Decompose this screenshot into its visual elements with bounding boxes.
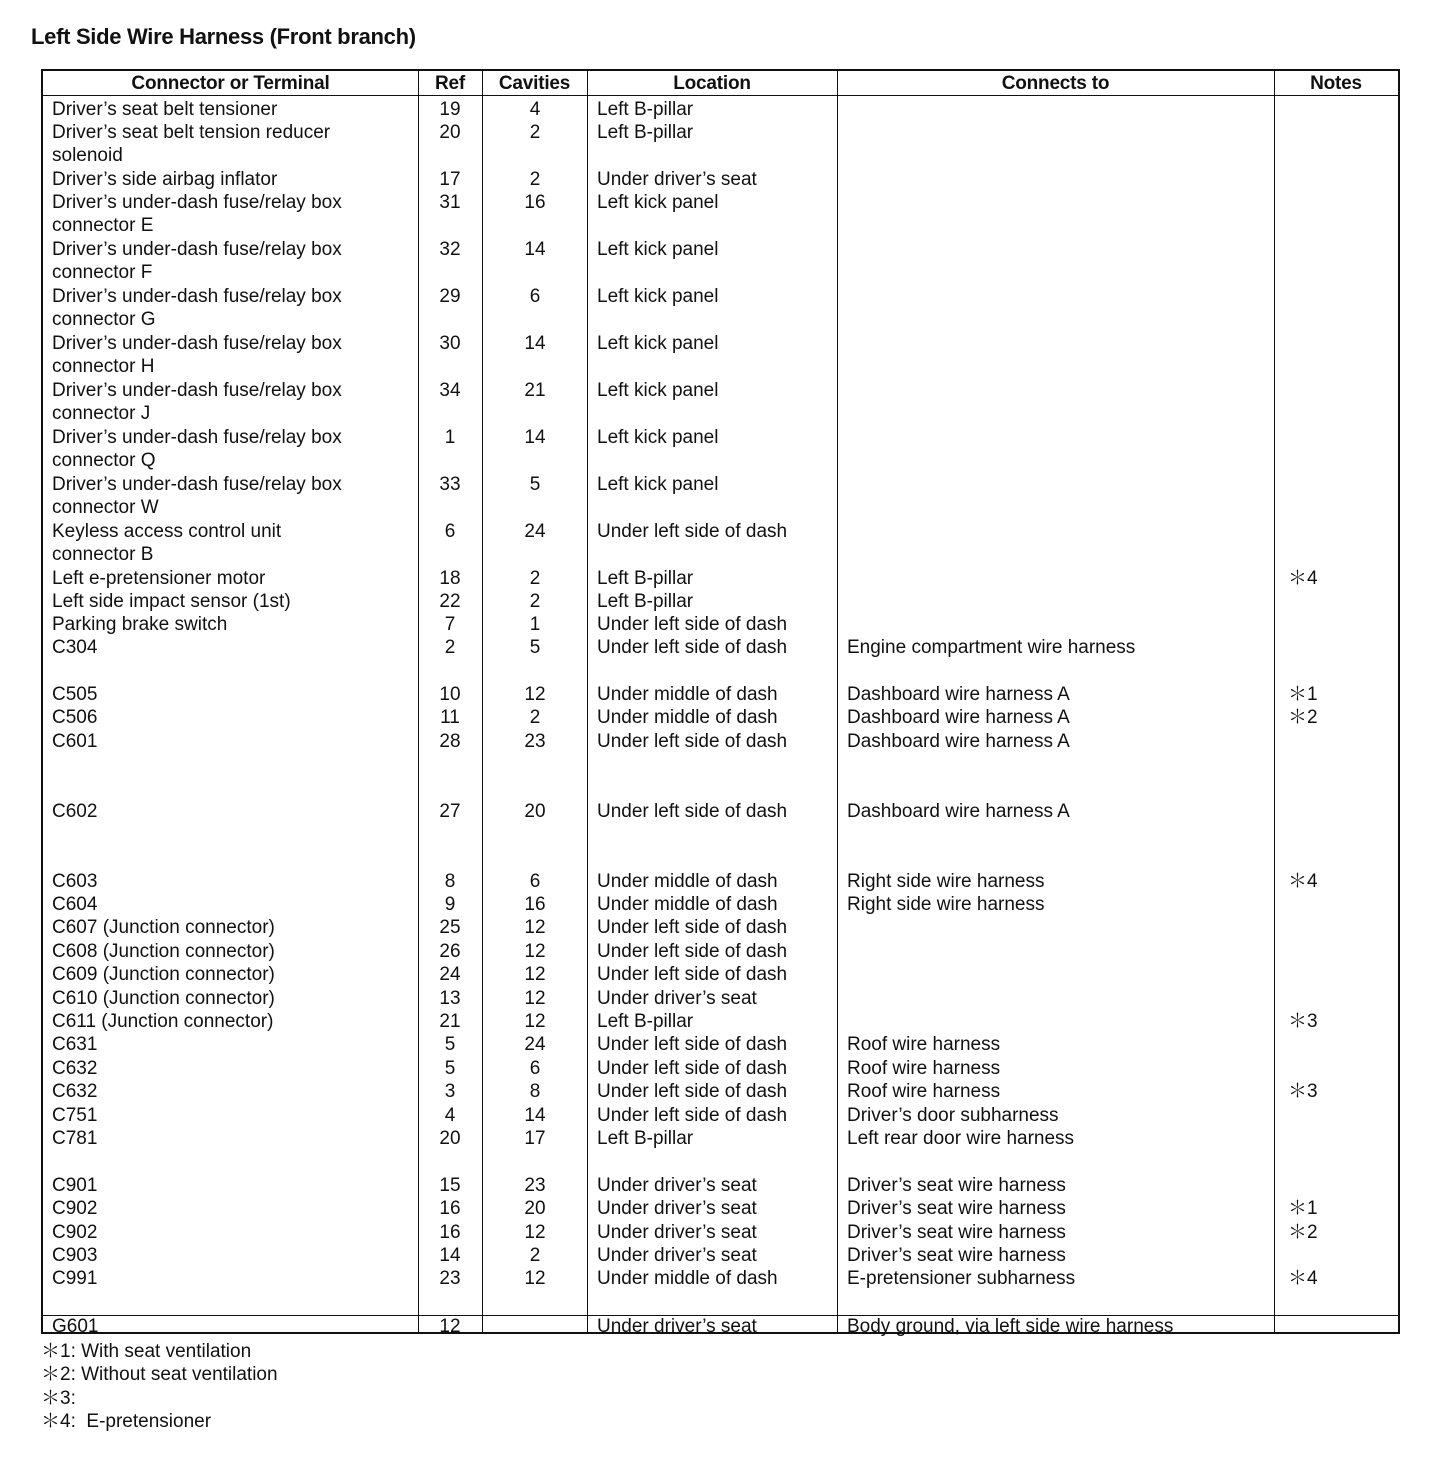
cell-cavities: 23 [524,1175,546,1196]
cell-connects-to: Right side wire harness [847,894,1045,915]
cell-connects-to: Roof wire harness [847,1034,1001,1055]
cell-ref: 16 [439,1198,461,1219]
cell-location: Under left side of dash [597,1034,788,1055]
cell-cavities: 12 [524,684,546,705]
cell-ref: 18 [439,568,461,589]
connector-table [41,69,1400,1337]
cell-cavities: 12 [524,1268,546,1289]
cell-location: Under left side of dash [597,941,788,962]
cell-cavities: 1 [529,614,541,635]
cell-connects-to: Dashboard wire harness A [847,801,1070,822]
cell-location: Left kick panel [597,239,719,260]
cell-ref: 26 [439,941,461,962]
cell-location: Under driver’s seat [597,1222,757,1243]
footnote: ＊1: With seat ventilation [41,1341,252,1362]
column-divider [1274,71,1275,1332]
cell-notes: ＊2 [1288,707,1318,728]
cell-connector: Driver’s under-dash fuse/relay box connector J [52,380,342,425]
cell-location: Under middle of dash [597,1268,778,1289]
cell-ref: 1 [444,427,456,448]
header-notes: Notes [1310,73,1362,94]
cell-connector: Keyless access control unit connector B [52,521,282,566]
cell-connects-to: Driver’s seat wire harness [847,1198,1066,1219]
cell-ref: 32 [439,239,461,260]
cell-connector: Driver’s seat belt tensioner [52,99,278,120]
cell-cavities: 20 [524,801,546,822]
cell-cavities: 12 [524,1222,546,1243]
footnote: ＊3: [41,1387,76,1409]
cell-location: Left B-pillar [597,568,694,589]
cell-ref: 33 [439,474,461,495]
cell-ref: 11 [440,707,460,728]
cell-cavities: 24 [524,521,546,542]
cell-connector: Left side impact sensor (1st) [52,591,291,612]
cell-connector: C505 [52,684,98,705]
cell-location: Under left side of dash [597,637,788,658]
cell-ref: 2 [444,637,456,658]
cell-location: Left B-pillar [597,99,694,120]
cell-connector: C902 [52,1222,98,1243]
cell-ref: 5 [444,1058,456,1079]
cell-ref: 28 [439,731,461,752]
cell-location: Left B-pillar [597,122,694,143]
cell-connector: Driver’s under-dash fuse/relay box connector H [52,333,342,378]
cell-cavities: 20 [524,1198,546,1219]
cell-cavities: 2 [529,122,541,143]
cell-connects-to: Left rear door wire harness [847,1128,1075,1149]
cell-connector: Driver’s under-dash fuse/relay box connector W [52,474,342,519]
cell-ref: 25 [439,917,461,938]
cell-connector: C602 [52,801,98,822]
cell-connector: Driver’s under-dash fuse/relay box connector E [52,192,342,237]
cell-location: Under left side of dash [597,1081,788,1102]
cell-ref: 19 [439,99,461,120]
column-divider [837,71,838,1332]
cell-ref: 7 [444,614,456,635]
column-divider [587,71,588,1332]
cell-location: Under driver’s seat [597,1175,757,1196]
cell-cavities: 2 [529,1245,541,1266]
footnote: ＊4: E-pretensioner [41,1411,212,1433]
cell-connector: Driver’s under-dash fuse/relay box connector G [52,286,342,331]
cell-connector: C609 (Junction connector) [52,964,275,985]
cell-connector: C632 [52,1058,98,1079]
cell-location: Under left side of dash [597,801,788,822]
cell-connector: Left e-pretensioner motor [52,568,266,589]
header-ref: Ref [434,73,465,94]
cell-connector: C610 (Junction connector) [52,988,275,1009]
cell-location: Under driver’s seat [597,1316,757,1337]
cell-cavities: 2 [529,591,541,612]
footnote: ＊2: Without seat ventilation [41,1364,278,1386]
cell-connector: C603 [52,871,98,892]
cell-ref: 8 [444,871,456,892]
cell-cavities: 14 [524,333,546,354]
cell-cavities: 6 [529,286,541,307]
cell-connector: C608 (Junction connector) [52,941,275,962]
cell-connector: C506 [52,707,98,728]
cell-connects-to: E-pretensioner subharness [847,1268,1076,1289]
cell-connects-to: Driver’s seat wire harness [847,1222,1066,1243]
cell-connects-to: Driver’s seat wire harness [847,1245,1066,1266]
cell-ref: 22 [439,591,461,612]
cell-location: Left kick panel [597,333,719,354]
cell-connector: C607 (Junction connector) [52,917,275,938]
cell-ref: 9 [444,894,456,915]
cell-cavities: 5 [529,637,541,658]
cell-ref: 15 [439,1175,461,1196]
cell-connector: C903 [52,1245,98,1266]
cell-connector: C751 [52,1105,98,1126]
cell-connector: Driver’s side airbag inflator [52,169,278,190]
cell-ref: 5 [444,1034,456,1055]
cell-cavities: 12 [524,1011,546,1032]
cell-location: Left B-pillar [597,591,694,612]
cell-cavities: 16 [524,894,546,915]
cell-location: Left kick panel [597,192,719,213]
cell-location: Under driver’s seat [597,1245,757,1266]
cell-location: Left B-pillar [597,1128,694,1149]
cell-location: Left kick panel [597,427,719,448]
cell-cavities: 8 [529,1081,541,1102]
cell-location: Under left side of dash [597,521,788,542]
cell-connects-to: Engine compartment wire harness [847,637,1136,658]
cell-cavities: 21 [524,380,546,401]
cell-cavities: 14 [524,427,546,448]
cell-cavities: 2 [529,568,541,589]
cell-location: Left kick panel [597,380,719,401]
cell-ref: 23 [439,1268,461,1289]
cell-connects-to: Driver’s door subharness [847,1105,1059,1126]
cell-connector: C631 [52,1034,98,1055]
cell-ref: 17 [439,169,461,190]
column-divider [482,71,483,1332]
cell-location: Left B-pillar [597,1011,694,1032]
cell-cavities: 6 [529,871,541,892]
cell-connector: C604 [52,894,98,915]
cell-location: Under left side of dash [597,1058,788,1079]
cell-connector: C611 (Junction connector) [52,1011,274,1032]
cell-cavities: 24 [524,1034,546,1055]
cell-connects-to: Dashboard wire harness A [847,684,1070,705]
cell-cavities: 12 [524,941,546,962]
cell-location: Under left side of dash [597,614,788,635]
cell-cavities: 12 [524,964,546,985]
cell-ref: 31 [439,192,461,213]
cell-connector: C902 [52,1198,98,1219]
page-title: Left Side Wire Harness (Front branch) [31,24,416,49]
cell-location: Left kick panel [597,286,719,307]
cell-location: Under left side of dash [597,1105,788,1126]
cell-connector: C991 [52,1268,98,1289]
cell-cavities: 12 [524,988,546,1009]
cell-cavities: 2 [529,707,541,728]
cell-connector: Driver’s under-dash fuse/relay box connector F [52,239,342,284]
cell-notes: ＊4 [1288,568,1318,589]
cell-cavities: 23 [524,731,546,752]
cell-location: Under middle of dash [597,684,778,705]
cell-notes: ＊2 [1288,1222,1318,1243]
cell-ref: 30 [439,333,461,354]
cell-notes: ＊1 [1288,1198,1318,1219]
cell-connector: C601 [52,731,98,752]
cell-cavities: 12 [524,917,546,938]
cell-ref: 34 [439,380,461,401]
cell-connects-to: Roof wire harness [847,1058,1001,1079]
cell-connector: C304 [52,637,98,658]
cell-location: Under middle of dash [597,894,778,915]
cell-connector: C632 [52,1081,98,1102]
cell-connects-to: Driver’s seat wire harness [847,1175,1066,1196]
cell-ref: 29 [439,286,461,307]
cell-ref: 21 [439,1011,461,1032]
cell-connects-to: Roof wire harness [847,1081,1001,1102]
cell-ref: 16 [439,1222,461,1243]
cell-connector: G601 [52,1316,99,1337]
cell-notes: ＊3 [1288,1081,1318,1102]
cell-location: Under driver’s seat [597,169,757,190]
cell-connector: C901 [52,1175,98,1196]
cell-location: Under driver’s seat [597,1198,757,1219]
cell-location: Under left side of dash [597,964,788,985]
cell-location: Left kick panel [597,474,719,495]
cell-location: Under middle of dash [597,707,778,728]
cell-notes: ＊4 [1288,871,1318,892]
header-location: Location [673,73,751,94]
cell-notes: ＊3 [1288,1011,1318,1032]
cell-ref: 20 [439,122,461,143]
header-connector: Connector or Terminal [131,73,330,94]
header-connects-to: Connects to [1001,73,1110,94]
cell-cavities: 2 [529,169,541,190]
cell-ref: 20 [439,1128,461,1149]
cell-cavities: 14 [524,1105,546,1126]
cell-connector: Parking brake switch [52,614,228,635]
cell-ref: 10 [439,684,461,705]
cell-location: Under middle of dash [597,871,778,892]
cell-notes: ＊4 [1288,1268,1318,1289]
cell-location: Under driver’s seat [597,988,757,1009]
cell-cavities: 14 [524,239,546,260]
cell-ref: 3 [444,1081,456,1102]
cell-ref: 12 [439,1316,461,1337]
cell-connector: C781 [52,1128,98,1149]
cell-connects-to: Dashboard wire harness A [847,707,1070,728]
cell-cavities: 4 [529,99,541,120]
cell-connector: Driver’s under-dash fuse/relay box connector Q [52,427,342,472]
cell-connects-to: Body ground, via left side wire harness [847,1316,1174,1337]
cell-notes: ＊1 [1288,684,1318,705]
cell-cavities: 17 [524,1128,546,1149]
cell-connects-to: Dashboard wire harness A [847,731,1070,752]
header-cavities: Cavities [498,73,571,94]
cell-location: Under left side of dash [597,731,788,752]
footnotes [41,1340,278,1434]
cell-ref: 6 [444,521,456,542]
cell-connector: Driver’s seat belt tension reducer solenoid [52,122,331,167]
cell-cavities: 16 [524,192,546,213]
cell-connects-to: Right side wire harness [847,871,1045,892]
cell-ref: 4 [444,1105,456,1126]
cell-location: Under left side of dash [597,917,788,938]
cell-ref: 24 [439,964,461,985]
cell-ref: 14 [439,1245,461,1266]
cell-cavities: 5 [529,474,541,495]
cell-cavities: 6 [529,1058,541,1079]
cell-ref: 27 [439,801,461,822]
cell-ref: 13 [439,988,461,1009]
